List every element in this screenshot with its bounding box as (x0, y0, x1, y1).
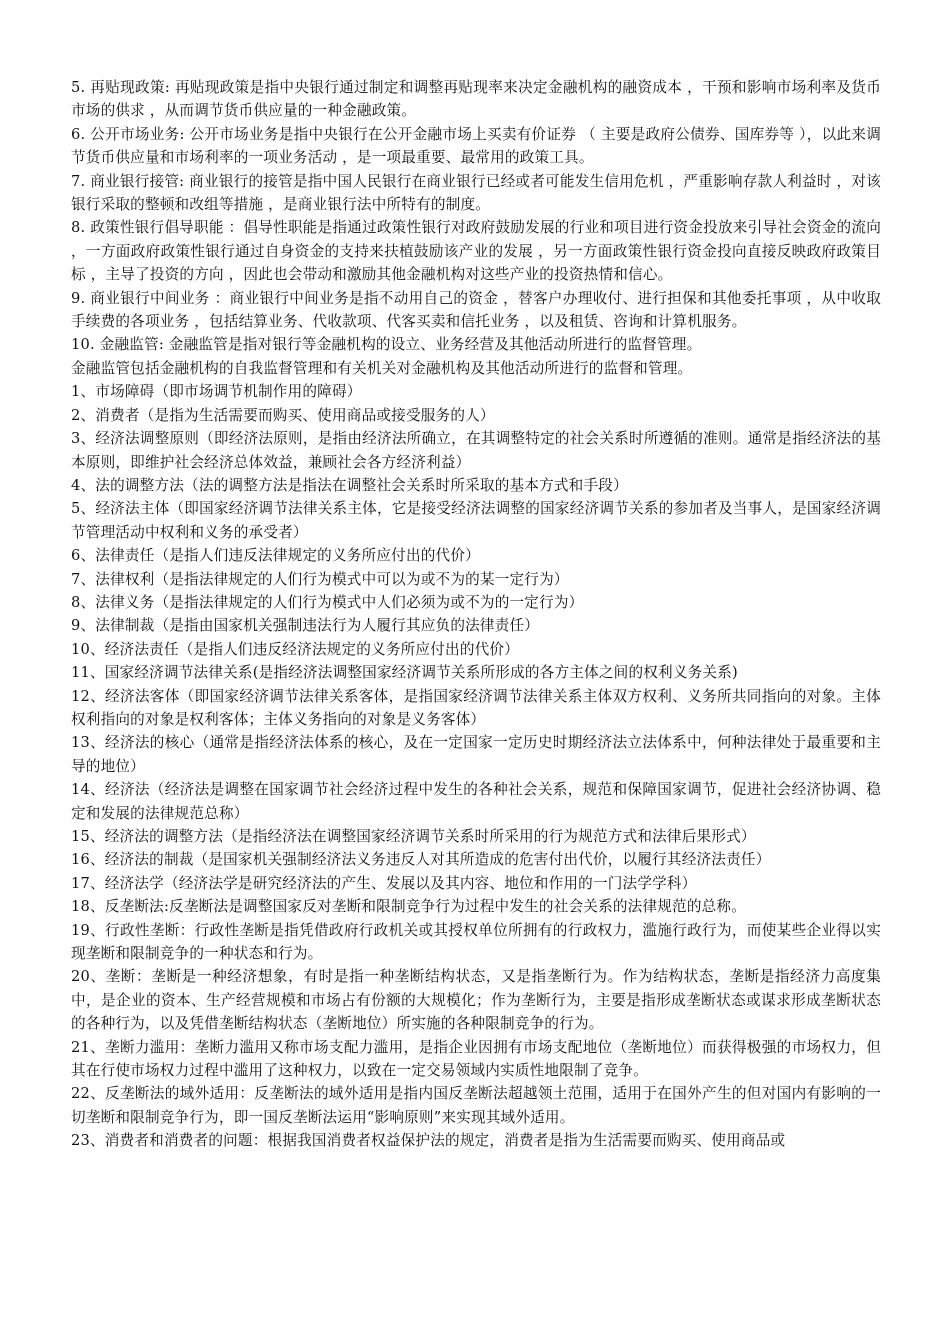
list-item-4: 4、法的调整方法（法的调整方法是指法在调整社会关系时所采取的基本方式和手段） (71, 476, 628, 494)
paragraph-rediscount-policy: 5. 再贴现政策: 再贴现政策是指中央银行通过制定和调整再贴现率来决定金融机构的融资成本 ，干预和影响市场利率及货币市场的供求 ，从而调节货币供应量的一种金融政策。 (71, 79, 881, 120)
list-item-3: 3、经济法调整原则（即经济法原则，是指由经济法所确立，在其调整特定的社会关系时所遵循的准则。通常是指经济法的基本原则，即维护社会经济总体效益，兼顾社会各方经济利益） (71, 430, 881, 471)
list-item-10: 10、经济法责任（是指人们违反经济法规定的义务所应付出的代价） (71, 640, 519, 658)
list-item-16: 16、经济法的制裁（是国家机关强制经济法义务违反人对其所造成的危害付出代价，以履行其经济法责任） (71, 851, 771, 869)
paragraph-open-market-operations: 6. 公开市场业务: 公开市场业务是指中央银行在公开金融市场上买卖有价证券 （ 主要是政府公债券、国库券等 ），以此来调节货币供应量和市场利率的一项业务活动 ，是一项最重要、最常用的政策工具。 (71, 125, 881, 167)
paragraph-bank-takeover: 7. 商业银行接管: 商业银行的接管是指中国人民银行在商业银行已经或者可能发生信用危机 ，严重影响存款人利益时 ，对该银行采取的整顿和改组等措施 ，是商业银行法中所特有的制度。 (71, 172, 881, 214)
paragraph-supervision-scope: 金融监管包括金融机构的自我监督管理和有关机关对金融机构及其他活动所进行的监督和管理。 (71, 359, 693, 377)
list-item-2: 2、消费者（是指为生活需要而购买、使用商品或接受服务的人） (71, 406, 495, 424)
list-item-7: 7、法律权利（是指法律规定的人们行为模式中可以为或不为的某一定行为） (71, 570, 569, 588)
paragraph-financial-supervision: 10. 金融监管: 金融监管是指对银行等金融机构的设立、业务经营及其他活动所进行的监督管理。 (71, 336, 702, 354)
list-item-23: 23、消费者和消费者的问题：根据我国消费者权益保护法的规定，消费者是指为生活需要而购买、使用商品或 (71, 1132, 786, 1150)
list-item-19: 19、行政性垄断：行政性垄断是指凭借政府行政机关或其授权单位所拥有的行政权力，滥施行政行为，而使某些企业得以实现垄断和限制竞争的一种状态和行为。 (71, 921, 881, 963)
list-item-15: 15、经济法的调整方法（是指经济法在调整国家经济调节关系时所采用的行为规范方式和法律后果形式） (71, 828, 756, 845)
list-item-11: 11、国家经济调节法律关系(是指经济法调整国家经济调节关系所形成的各方主体之间的权利义务关系) (71, 664, 738, 682)
list-item-8: 8、法律义务（是指法律规定的人们行为模式中人们必须为或不为的一定行为） (71, 593, 584, 611)
list-item-12: 12、经济法客体（即国家经济调节法律关系客体，是指国家经济调节法律关系主体双方权利、义务所共同指向的对象。主体权利指向的对象是权利客体；主体义务指向的对象是义务客体） (71, 687, 881, 728)
list-item-18: 18、反垄断法:反垄断法是调整国家反对垄断和限制竞争行为过程中发生的社会关系的法律规范的总称。 (71, 898, 747, 916)
list-item-1: 1、市场障碍（即市场调节机制作用的障碍） (71, 383, 362, 401)
paragraph-policy-bank-guidance: 8. 政策性银行倡导职能 ：倡导性职能是指通过政策性银行对政府鼓励发展的行业和项目进行资金投放来引导社会资金的流向 ，一方面政府政策性银行通过自身资金的支持来扶植鼓励该产业的发展 ，另一方面政策性银行资金投向直接反映政府政策目标 ，主导了投资的方向 ，因此也会带动和激励其他金融机构对这些产业的投资热情和信心。 (71, 219, 881, 284)
paragraph-intermediary-business: 9. 商业银行中间业务 ：商业银行中间业务是指不动用自己的资金 ，替客户办理收付、进行担保和其他委托事项 ，从中收取手续费的各项业务 ，包括结算业务、代收款项、代客买卖和信托业务 ，以及租赁、咨询和计算机服务。 (71, 289, 881, 331)
list-item-9: 9、法律制裁（是指由国家机关强制违法行为人履行其应负的法律责任） (71, 617, 540, 635)
list-item-22: 22、反垄断法的域外适用：反垄断法的域外适用是指内国反垄断法超越领土范围，适用于在国外产生的但对国内有影响的一切垄断和限制竞争行为，即一国反垄断法运用“影响原则”来实现其域外适用。 (71, 1085, 881, 1126)
list-item-14: 14、经济法（经济法是调整在国家调节社会经济过程中发生的各种社会关系，规范和保障国家调节，促进社会经济协调、稳定和发展的法律规范总称） (71, 781, 881, 822)
list-item-17: 17、经济法学（经济法学是研究经济法的产生、发展以及其内容、地位和作用的一门法学学科） (71, 874, 697, 892)
list-item-20: 20、垄断：垄断是一种经济想象，有时是指一种垄断结构状态，又是指垄断行为。作为结构状态，垄断是指经济力高度集中，是企业的资本、生产经营规模和市场占有份额的大规模化；作为垄断行为，主要是指形成垄断状态或谋求形成垄断状态的各种行为，以及凭借垄断结构状态（垄断地位）所实施的各种限制竞争的行为。 (71, 968, 881, 1033)
list-item-13: 13、经济法的核心（通常是指经济法体系的核心，及在一定国家一定历史时期经济法立法体系中，何种法律处于最重要和主导的地位） (71, 734, 881, 775)
document-page (71, 76, 881, 1153)
list-item-5: 5、经济法主体（即国家经济调节法律关系主体，它是接受经济法调整的国家经济调节关系的参加者及当事人，是国家经济调节管理活动中权利和义务的承受者） (71, 500, 881, 541)
list-item-6: 6、法律责任（是指人们违反法律规定的义务所应付出的代价） (71, 547, 480, 565)
list-item-21: 21、垄断力滥用：垄断力滥用又称市场支配力滥用，是指企业因拥有市场支配地位（垄断地位）而获得极强的市场权力，但其在行使市场权力过程中滥用了这种权力，以致在一定交易领域内实质性地限制了竞争。 (71, 1038, 881, 1080)
